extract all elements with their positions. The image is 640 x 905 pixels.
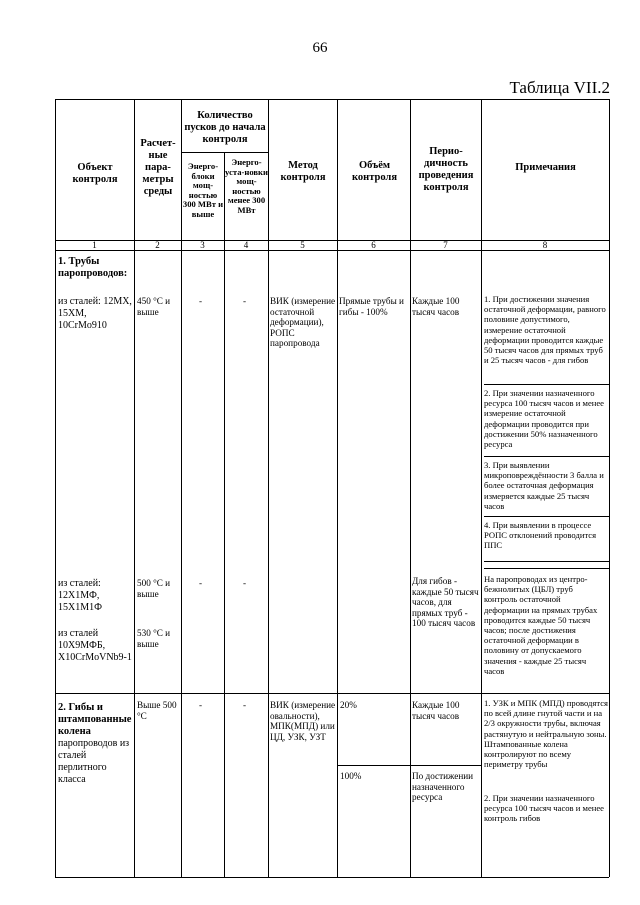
col-border-7 <box>481 99 482 877</box>
sec2-dash-col4: - <box>243 700 247 710</box>
header-power-300-plus: Энерго-блоки мощ-ностью 300 МВт и выше <box>182 161 224 219</box>
col-border-6 <box>410 99 411 877</box>
note-divider-5 <box>484 568 609 569</box>
sec1-note-2: 2. При значении назначенного ресурса 100 тысяч часов и менее измерение остаточной деформации проводится при достижении 50% назначенного ресурса <box>484 388 604 450</box>
sec1-params-a: 450 °С и выше <box>137 296 171 317</box>
note-divider-3 <box>484 516 609 517</box>
header-params: Расчет-ные пара-метры среды <box>140 138 176 197</box>
sec2-period-a: Каждые 100 тысяч часов <box>412 700 460 721</box>
sec2-period-b: По достижении назначенного ресурса <box>412 771 474 803</box>
note-divider-2 <box>484 456 609 457</box>
sec2-volume-a: 20% <box>340 700 357 710</box>
header-power-under-300: Энерго-уста-новки мощ-ностью менее 300 МВт <box>225 157 268 215</box>
sec1-period: Каждые 100 тысяч часов <box>412 296 460 317</box>
sec2-params: Выше 500 °С <box>137 700 177 721</box>
table-top-border <box>55 99 609 100</box>
col-number: 1 <box>92 240 97 250</box>
header-method: Метод контроля <box>280 160 326 183</box>
sec1-volume: Прямые трубы и гибы - 100% <box>339 296 404 317</box>
col-number: 7 <box>443 240 448 250</box>
sec2-dash-col3: - <box>199 700 203 710</box>
numbers-bottom-border <box>55 250 609 251</box>
sec1-steel-b: из сталей: 12Х1МФ, 15Х1М1Ф <box>58 578 103 613</box>
sec1-note-3: 3. При выявлении микроповреждённости 3 балла и более остаточная деформация измеряется каждые 25 тысяч часов <box>484 460 604 511</box>
col-number: 2 <box>155 240 160 250</box>
sec1-dash-col3-b: - <box>199 578 203 588</box>
section-divider <box>55 693 609 694</box>
sec1-params-c: 530 °С и выше <box>137 628 171 649</box>
note-divider-1 <box>484 384 609 385</box>
sec1-dash-col3: - <box>199 296 203 306</box>
sec1-dash-col4-b: - <box>243 578 247 588</box>
sec1-note-4: 4. При выявлении в процессе РОПС отклонений проводится ППС <box>484 520 597 551</box>
sec1-method: ВИК (измерение остаточной деформации), РОПС паропровода <box>270 296 336 349</box>
note-divider-4 <box>484 561 609 562</box>
header-volume: Объём контроля <box>351 160 398 183</box>
header-starts-group: Количество пусков до начала контроля <box>184 110 266 145</box>
sec2-object: паропроводов из сталей перлитного класса <box>58 738 130 785</box>
sec1-params-b: 500 °С и выше <box>137 578 171 599</box>
sec1-dash-col4: - <box>243 296 247 306</box>
sec2-subrow-divider <box>337 765 481 766</box>
table-label: Таблица VII.2 <box>509 78 610 97</box>
col-border-0 <box>55 99 56 877</box>
sec2-method: ВИК (измерение овальности), МПК(МПД) или ЦД, УЗК, УЗТ <box>270 700 336 742</box>
sec1-title-line2: паропроводов: <box>58 268 128 279</box>
sec2-note-1: 1. УЗК и МПК (МПД) проводятся по всей длине гнутой части и на 2/3 окружности трубы, включая растянутую и нейтральную зоны. Штампованные колена контролируют по всему периметру трубы <box>484 698 609 770</box>
col-border-5 <box>337 99 338 877</box>
header-object: Объект контроля <box>72 162 118 185</box>
col-number: 8 <box>542 240 548 250</box>
sec2-note-2: 2. При значении назначенного ресурса 100 тысяч часов и менее контроль гибов <box>484 793 604 824</box>
sec1-steel-c: из сталей 10Х9МФБ, X10CrMoVNb9-1 <box>58 628 132 663</box>
col-border-3 <box>224 152 225 877</box>
col-number: 6 <box>371 240 376 250</box>
col-number: 3 <box>200 240 205 250</box>
sec1-title-line1: 1. Трубы <box>58 256 100 267</box>
table-bottom-border <box>55 877 609 878</box>
col-border-8 <box>609 99 610 877</box>
col-border-4 <box>268 99 269 877</box>
header-notes: Примечания <box>515 162 576 173</box>
sec1-note-b: На паропроводах из центро-бежнолитых (ЦБЛ) труб контроль остаточной деформации на прямых трубах проводится каждые 50 тысяч часов; после достижения остаточной деформации в половину от допускаемого значения - каждые 25 тысяч часов <box>484 574 598 676</box>
col-number: 4 <box>243 240 249 250</box>
sec1-note-1: 1. При достижении значения остаточной деформации, равного половине допустимого, измерение остаточной деформации проводится каждые 50 тысяч часов для прямых труб и 25 тысяч часов - для гибов <box>484 294 606 366</box>
sec2-volume-b: 100% <box>340 771 362 781</box>
sec1-period-b: Для гибов - каждые 50 тысяч часов, для прямых труб - 100 тысяч часов <box>412 576 479 629</box>
page-number: 66 <box>312 40 328 56</box>
sec2-title: 2. Гибы и штампованные колена <box>58 702 132 737</box>
sec1-steel-a: из сталей: 12МХ, 15ХМ, 10CrMo910 <box>58 296 132 331</box>
col-number: 5 <box>300 240 305 250</box>
header-periodicity: Перио-дичность проведения контроля <box>418 146 474 193</box>
col-border-1 <box>134 99 135 877</box>
